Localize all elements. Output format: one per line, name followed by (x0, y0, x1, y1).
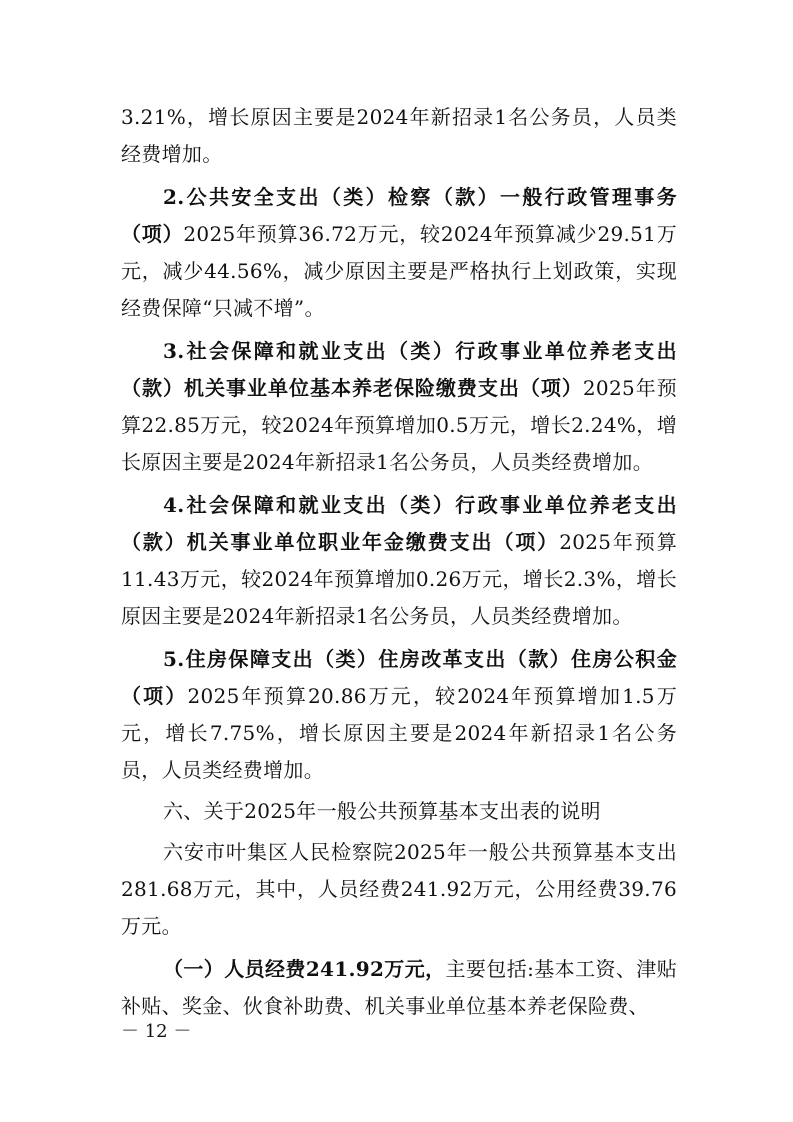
document-body (121, 99, 677, 1025)
paragraph-text: 3.21%，增长原因主要是2024年新招录1名公务员，人员类经费增加。 (121, 105, 677, 166)
paragraph-item-4 (121, 487, 677, 635)
item-heading: 2.公共安全支出（类）检察（款）一般行政管理事务（项） (121, 185, 677, 246)
paragraph-text: 2025年预算36.72万元，较2024年预算减少29.51万元，减少44.56%，减少原因主要是严格执行上划政策，实现经费保障“只减不增”。 (121, 222, 678, 320)
paragraph-text: 2025年预算22.85万元，较2024年预算增加0.5万元，增长2.24%，增长原因主要是2024年新招录1名公务员，人员类经费增加。 (121, 376, 677, 474)
item-heading: 5.住房保障支出（类）住房改革支出（款）住房公积金（项） (121, 647, 677, 708)
paragraph-personnel-expenses (121, 951, 677, 1025)
paragraph-continuation (121, 99, 677, 173)
paragraph-item-5 (121, 641, 677, 789)
section-heading-6 (121, 793, 677, 830)
paragraph-text: 主要包括:基本工资、津贴补贴、奖金、伙食补助费、机关事业单位基本养老保险费、 (121, 957, 677, 1018)
paragraph-text: 2025年预算20.86万元，较2024年预算增加1.5万元，增长7.75%，增长原因主要是2024年新招录1名公务员，人员类经费增加。 (121, 684, 677, 782)
paragraph-text: 六安市叶集区人民检察院2025年一般公共预算基本支出281.68万元，其中，人员经费241.92万元，公用经费39.76万元。 (121, 840, 677, 938)
paragraph-text: 2025年预算11.43万元，较2024年预算增加0.26万元，增长2.3%，增长原因主要是2024年新招录1名公务员，人员类经费增加。 (121, 530, 678, 628)
paragraph-basic-expenditure (121, 834, 677, 945)
section-heading: 六、关于2025年一般公共预算基本支出表的说明 (163, 799, 601, 823)
item-heading: 3.社会保障和就业支出（类）行政事业单位养老支出（款）机关事业单位基本养老保险缴费支出（项） (121, 339, 677, 400)
paragraph-item-3 (121, 333, 677, 481)
item-heading: （一）人员经费241.92万元， (163, 957, 446, 981)
item-heading: 4.社会保障和就业支出（类）行政事业单位养老支出（款）机关事业单位职业年金缴费支出（项） (121, 493, 677, 554)
paragraph-item-2 (121, 179, 677, 327)
page-number: － 12 － (121, 1021, 192, 1042)
